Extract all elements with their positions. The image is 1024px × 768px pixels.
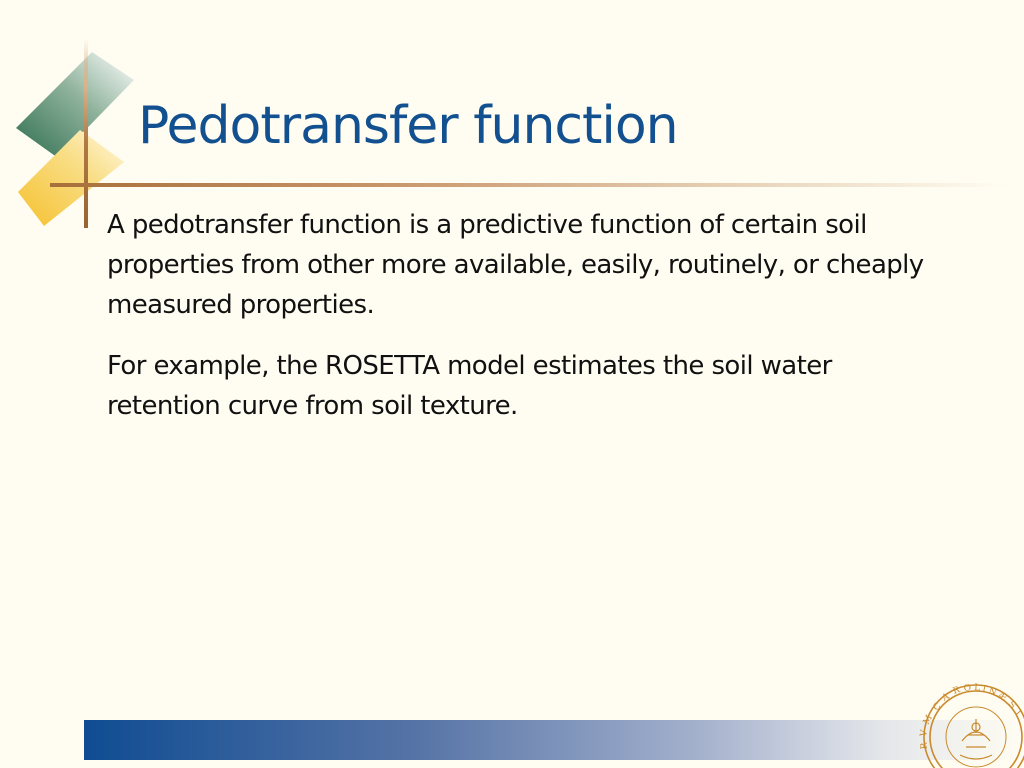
- svg-text:R: R: [951, 685, 962, 697]
- svg-text:C: C: [931, 701, 944, 714]
- svg-text:I: I: [981, 684, 987, 695]
- svg-text:Æ: Æ: [995, 690, 1009, 704]
- slide-body: [107, 205, 927, 447]
- footer-gradient-bar: [84, 720, 1024, 760]
- svg-text:O: O: [963, 683, 972, 694]
- svg-text:M: M: [921, 713, 935, 727]
- svg-text:V: V: [919, 729, 931, 738]
- svg-text:N: N: [987, 686, 998, 699]
- svg-text:I: I: [1012, 708, 1023, 718]
- body-paragraph-definition: A pedotransfer function is a predictive function of certain soil properties from other more available, easily, routinely, or cheaply measured properties.: [107, 210, 924, 320]
- title-underline-rule: [50, 183, 1010, 187]
- svg-text:A: A: [940, 691, 952, 704]
- svg-text:S: S: [1006, 699, 1018, 712]
- slide-title: Pedotransfer function: [138, 96, 678, 156]
- university-seal-logo: [918, 675, 1024, 768]
- vertical-accent-rule: [84, 38, 88, 228]
- body-paragraph-example: For example, the ROSETTA model estimates the soil water retention curve from soil texture.: [107, 351, 832, 421]
- svg-text:L: L: [973, 683, 981, 694]
- svg-text:R: R: [919, 741, 930, 750]
